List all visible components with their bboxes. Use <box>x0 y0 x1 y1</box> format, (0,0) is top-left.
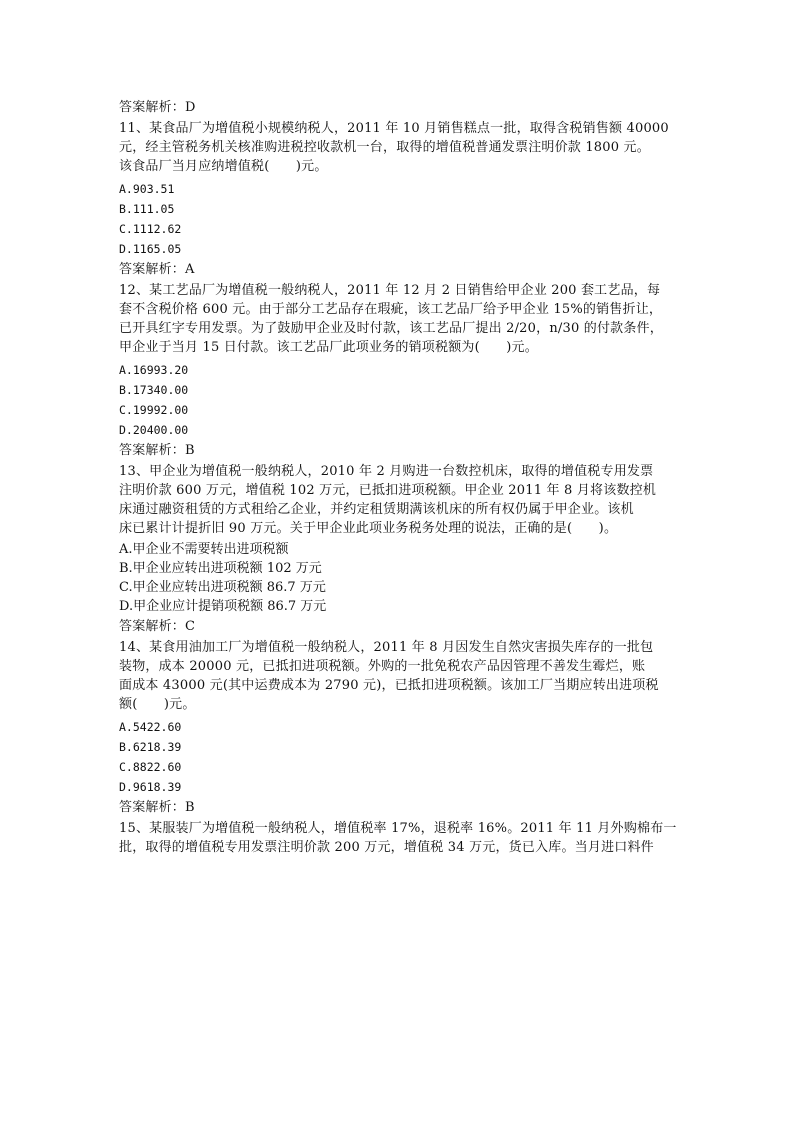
answer-option: D.1165.05 <box>119 242 182 256</box>
answer-option: C.1112.62 <box>119 222 182 236</box>
question-text-line: 15、某服装厂为增值税一般纳税人，增值税率 17%，退税率 16%。2011 年 11 月外购棉布一 <box>119 821 677 836</box>
question-text-line: 注明价款 600 万元，增值税 102 万元，已抵扣进项税额。甲企业 2011 年 8 月将该数控机 <box>119 483 657 498</box>
answer-label: 答案解析：B <box>119 800 195 815</box>
answer-option: D.20400.00 <box>119 423 189 437</box>
question-block <box>119 819 681 857</box>
answer-option: B.甲企业应转出进项税额 102 万元 <box>119 561 322 576</box>
answer-option: B.6218.39 <box>119 740 182 754</box>
question-text-line: 该食品厂当月应纳增值税( )元。 <box>119 159 328 174</box>
answer-option: A.甲企业不需要转出进项税额 <box>119 542 289 557</box>
answer-option: D.甲企业应计提销项税额 86.7 万元 <box>119 599 327 614</box>
question-text-line: 套不含税价格 600 元。由于部分工艺品存在瑕疵，该工艺品厂给予甲企业 15%的销售折让， <box>119 302 663 317</box>
answer-label: 答案解析：D <box>119 100 196 115</box>
question-text-line: 甲企业于当月 15 日付款。该工艺品厂此项业务的销项税额为( )元。 <box>119 340 538 355</box>
question-block <box>119 638 681 714</box>
answer-option: C.19992.00 <box>119 403 189 417</box>
answer-option: C.甲企业应转出进项税额 86.7 万元 <box>119 580 326 595</box>
question-text-line: 批，取得的增值税专用发票注明价款 200 万元，增值税 34 万元，货已入库。当月进口料件 <box>119 840 654 855</box>
question-text-line: 13、甲企业为增值税一般纳税人，2010 年 2 月购进一台数控机床，取得的增值税专用发票 <box>119 464 654 479</box>
question-text-line: 12、某工艺品厂为增值税一般纳税人，2011 年 12 月 2 日销售给甲企业 200 套工艺品，每 <box>119 283 661 298</box>
question-text-line: 已开具红字专用发票。为了鼓励甲企业及时付款，该工艺品厂提出 2/20，n/30 的付款条件， <box>119 321 663 336</box>
question-text-line: 装物，成本 20000 元，已抵扣进项税额。外购的一批免税农产品因管理不善发生霉烂，账 <box>119 659 646 674</box>
answer-label: 答案解析：B <box>119 443 195 458</box>
answer-option: D.9618.39 <box>119 780 182 794</box>
answer-option: A.16993.20 <box>119 363 189 377</box>
answer-label: 答案解析：A <box>119 262 195 277</box>
question-text-line: 14、某食用油加工厂为增值税一般纳税人，2011 年 8 月因发生自然灾害损失库存的一批包 <box>119 640 654 655</box>
question-text-line: 床通过融资租赁的方式租给乙企业，并约定租赁期满该机床的所有权仍属于甲企业。该机 <box>119 502 634 517</box>
question-text-line: 面成本 43000 元(其中运费成本为 2790 元)，已抵扣进项税额。该加工厂当期应转出进项税 <box>119 678 659 693</box>
question-block <box>119 462 681 538</box>
question-block <box>119 119 681 176</box>
document-body <box>119 96 681 857</box>
question-text-line: 元，经主管税务机关核准购进税控收款机一台，取得的增值税普通发票注明价款 1800 元。 <box>119 140 650 155</box>
answer-option: A.903.51 <box>119 182 175 196</box>
question-block <box>119 281 681 357</box>
answer-option: C.8822.60 <box>119 760 182 774</box>
question-text-line: 额( )元。 <box>119 697 196 712</box>
answer-option: B.17340.00 <box>119 383 189 397</box>
answer-option: B.111.05 <box>119 202 175 216</box>
answer-label: 答案解析：C <box>119 619 196 634</box>
answer-option: A.5422.60 <box>119 720 182 734</box>
question-text-line: 11、某食品厂为增值税小规模纳税人，2011 年 10 月销售糕点一批，取得含税销售额 40000 <box>119 121 669 136</box>
question-text-line: 床已累计计提折旧 90 万元。关于甲企业此项业务税务处理的说法，正确的是( )。 <box>119 521 618 536</box>
